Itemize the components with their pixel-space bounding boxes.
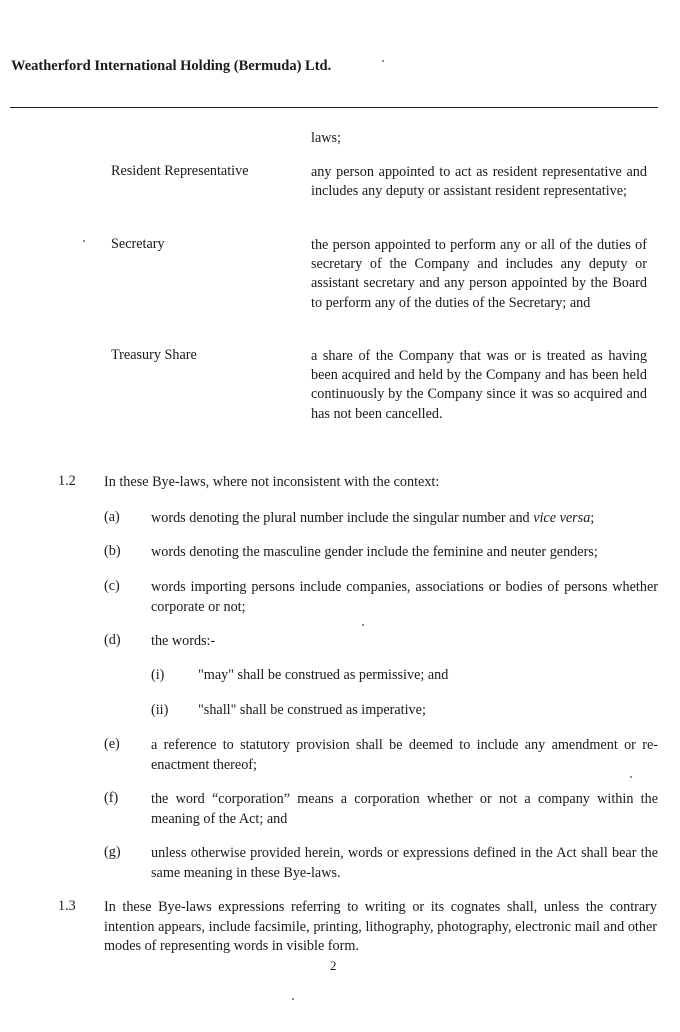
section-intro: In these Bye-laws, where not inconsistent with the context: [104, 474, 440, 490]
clause-text: the words:- [151, 633, 216, 649]
definition-term: Treasury Share [111, 347, 197, 363]
clause-text: words importing persons include companies, associations or bodies of persons whether corporate or not; [151, 579, 658, 615]
clause-label: (c) [104, 578, 120, 594]
clause-label: (f) [104, 790, 119, 806]
definition-continuation: laws; [311, 130, 341, 146]
clause-text: a reference to statutory provision shall be deemed to include any amendment or re-enactment thereof; [151, 737, 658, 773]
clause-text: words denoting the masculine gender include the feminine and neuter genders; [151, 544, 598, 560]
definition-text: any person appointed to act as resident representative and includes any deputy or assistant resident representative; [311, 164, 647, 200]
subclause-text: "may" shall be construed as permissive; and [198, 667, 449, 683]
clause-text: unless otherwise provided herein, words or expressions defined in the Act shall bear the same meaning in these Bye-laws. [151, 845, 658, 881]
definition-term: Secretary [111, 236, 165, 252]
section-text: In these Bye-laws expressions referring to writing or its cognates shall, unless the contrary intention appears, include facsimile, printing, lithography, photography, electronic mail and other modes of representing words in visible form. [104, 899, 657, 954]
page-number: 2 [330, 958, 337, 973]
scan-speck [382, 60, 384, 62]
clause-label: (b) [104, 543, 121, 559]
scan-speck [362, 624, 364, 626]
scan-speck [83, 240, 85, 242]
definition-term: Resident Representative [111, 163, 249, 179]
scan-speck [292, 998, 294, 1000]
company-name: Weatherford International Holding (Bermuda) Ltd. [11, 58, 332, 74]
clause-label: (e) [104, 736, 120, 752]
scan-speck [630, 776, 632, 778]
clause-italic: vice versa [533, 510, 591, 526]
clause-text: the word “corporation” means a corporation whether or not a company within the meaning of the Act; and [151, 791, 658, 827]
clause-label: (d) [104, 632, 121, 648]
subclause-text: "shall" shall be construed as imperative; [198, 702, 426, 718]
section-number: 1.3 [58, 898, 76, 914]
clause-label: (a) [104, 509, 120, 525]
definition-text: the person appointed to perform any or all of the duties of secretary of the Company and includes any deputy or assistant secretary and any person appointed by the Board to perform any of the duties of the Secretary; and [311, 237, 647, 311]
subclause-label: (ii) [151, 702, 169, 718]
section-number: 1.2 [58, 473, 76, 489]
clause-text: words denoting the plural number include the singular number and vice versa; [151, 510, 595, 526]
header-rule [10, 107, 658, 108]
subclause-label: (i) [151, 667, 165, 683]
definition-text: a share of the Company that was or is treated as having been acquired and held by the Company and has been held continuously by the Company since it was so acquired and has not been cancelled. [311, 348, 647, 422]
clause-label: (g) [104, 844, 121, 860]
